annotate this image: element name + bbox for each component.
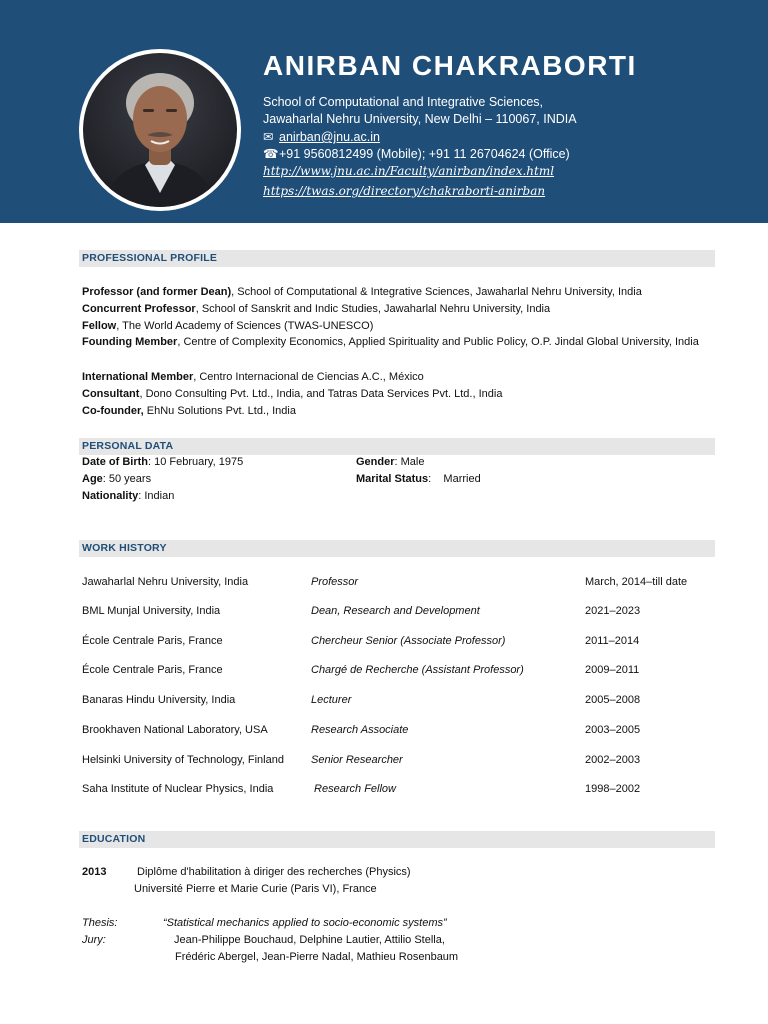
profile-item: Fellow, The World Academy of Sciences (TWAS-UNESCO) [82, 320, 374, 332]
thesis-label: Thesis: [82, 917, 118, 929]
section-work-history [79, 540, 715, 557]
section-heading: PROFESSIONAL PROFILE [82, 252, 218, 264]
section-professional-profile [79, 250, 715, 267]
nationality: Nationality: Indian [82, 490, 175, 502]
work-dates: March, 2014–till date [585, 576, 688, 588]
section-education [79, 831, 715, 848]
portrait-illustration [83, 53, 237, 207]
phone-numbers: +91 9560812499 (Mobile); +91 11 26704624 (Office) [279, 147, 570, 161]
jury-label: Jury: [82, 934, 106, 946]
work-dates: 2005–2008 [585, 694, 641, 706]
section-heading: WORK HISTORY [82, 542, 167, 554]
profile-item: International Member, Centro Internacional de Ciencias A.C., México [82, 371, 424, 383]
age: Age: 50 years [82, 473, 152, 485]
work-dates: 2021–2023 [585, 605, 641, 617]
education-degree: Diplôme d'habilitation à diriger des recherches (Physics) [137, 866, 411, 878]
profile-item: Founding Member, Centre of Complexity Economics, Applied Spirituality and Public Policy, O.P. Jindal Global University, India [82, 336, 699, 348]
email-link[interactable]: anirban@jnu.ac.in [279, 130, 380, 144]
work-dates: 2003–2005 [585, 724, 641, 736]
gender: Gender: Male [356, 456, 425, 468]
jury-members-line-1: Jean-Philippe Bouchaud, Delphine Lautier, Attilio Stella, [174, 934, 445, 946]
work-dates: 2009–2011 [585, 664, 640, 676]
work-title: Lecturer [311, 694, 352, 706]
jnu-profile-link[interactable]: http://www.jnu.ac.in/Faculty/anirban/index.html [263, 164, 555, 178]
marital-status: Marital Status: Married [356, 473, 481, 485]
work-org: École Centrale Paris, France [82, 635, 223, 647]
work-org: Brookhaven National Laboratory, USA [82, 724, 268, 736]
jury-members-line-2: Frédéric Abergel, Jean-Pierre Nadal, Mathieu Rosenbaum [175, 951, 459, 963]
profile-photo [79, 49, 241, 211]
work-org: École Centrale Paris, France [82, 664, 223, 676]
thesis-title: “Statistical mechanics applied to socio-economic systems” [163, 917, 447, 929]
work-title: Dean, Research and Development [311, 605, 480, 617]
profile-item: Concurrent Professor, School of Sanskrit and Indic Studies, Jawaharlal Nehru University, India [82, 303, 551, 315]
work-dates: 1998–2002 [585, 783, 641, 795]
profile-item: Professor (and former Dean), School of Computational & Integrative Sciences, Jawaharlal Nehru University, India [82, 286, 642, 298]
phone-row [263, 146, 570, 161]
work-dates: 2011–2014 [585, 635, 640, 647]
work-title: Research Associate [311, 724, 409, 736]
phone-icon: ☎ [263, 147, 279, 161]
twas-profile-link[interactable]: https://twas.org/directory/chakraborti-anirban [263, 184, 546, 198]
work-org: Saha Institute of Nuclear Physics, India [82, 783, 274, 795]
section-heading: EDUCATION [82, 833, 146, 845]
avatar [83, 53, 237, 207]
work-org: Banaras Hindu University, India [82, 694, 236, 706]
work-title: Chargé de Recherche (Assistant Professor) [311, 664, 524, 676]
address-line-2: Jawaharlal Nehru University, New Delhi – 110067, INDIA [263, 112, 577, 126]
work-title: Professor [311, 576, 359, 588]
address-line-1: School of Computational and Integrative Sciences, [263, 95, 544, 109]
section-personal-data [79, 438, 715, 455]
profile-item: Consultant, Dono Consulting Pvt. Ltd., India, and Tatras Data Services Pvt. Ltd., India [82, 388, 503, 400]
work-org: Jawaharlal Nehru University, India [82, 576, 249, 588]
person-name: ANIRBAN CHAKRABORTI [263, 50, 637, 81]
work-title: Research Fellow [311, 783, 396, 795]
email-row [263, 129, 380, 144]
profile-item: Co-founder, EhNu Solutions Pvt. Ltd., India [82, 405, 296, 417]
education-year: 2013 [82, 866, 107, 878]
work-org: BML Munjal University, India [82, 605, 221, 617]
work-org: Helsinki University of Technology, Finland [82, 754, 284, 766]
header-banner [0, 0, 768, 223]
date-of-birth: Date of Birth: 10 February, 1975 [82, 456, 244, 468]
work-title: Chercheur Senior (Associate Professor) [311, 635, 506, 647]
section-heading: PERSONAL DATA [82, 440, 174, 452]
work-title: Senior Researcher [311, 754, 403, 766]
education-institution: Université Pierre et Marie Curie (Paris VI), France [134, 883, 377, 895]
envelope-icon: ✉ [263, 130, 274, 144]
work-dates: 2002–2003 [585, 754, 641, 766]
